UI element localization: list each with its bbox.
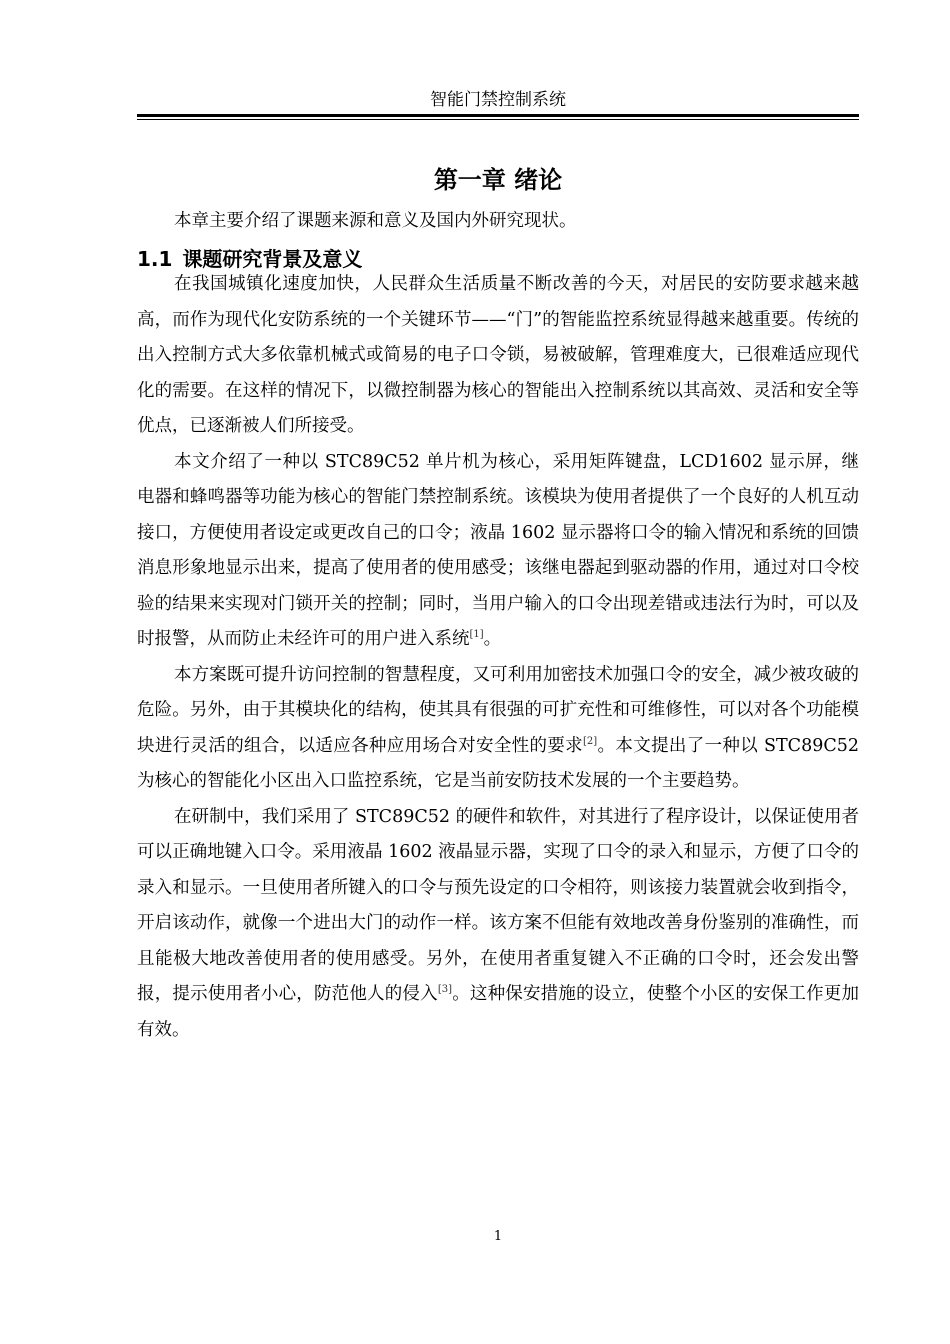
chapter-intro: 本章主要介绍了课题来源和意义及国内外研究现状。 [174, 211, 577, 231]
paragraph-2-text: 本文介绍了一种以 STC89C52 单片机为核心，采用矩阵键盘，LCD1602 显示屏，继电器和蜂鸣器等功能为核心的智能门禁控制系统。该模块为使用者提供了一个良好的人机互动接口，方便使用者设定或更改自己的口令；液晶 1602 显示器将口令的输入情况和系统的回馈消息形象地显示出来，提高了使用者的使用感受；该继电器起到驱动器的作用，通过对口令校验的结果来实现对门锁开关的控制；同时，当用户输入的口令出现差错或违法行为时，可以及时报警，从而防止未经许可的用户进入系统 [137, 451, 859, 649]
chapter-title: 第一章 绪论 [433, 166, 563, 194]
paragraph-3-tail: 。本文提出了一种以 STC89C52 为核心的智能化小区出入口监控系统，它是当前安防技术发展的一个主要趋势。 [137, 735, 859, 791]
section-number: 1.1 [137, 247, 173, 271]
citation-3: [3] [437, 984, 452, 995]
section-title: 课题研究背景及意义 [182, 247, 363, 271]
body-text [137, 267, 859, 1048]
page-number: 1 [493, 1229, 503, 1244]
citation-2: [2] [583, 735, 598, 747]
paragraph-3-text: 本方案既可提升访问控制的智慧程度，又可利用加密技术加强口令的安全，减少被攻破的危险。另外，由于其模块化的结构，使其具有很强的可扩充性和可维修性，可以对各个功能模块进行灵活的组合，以适应各种应用场合对安全性的要求 [137, 664, 859, 756]
citation-1: [1] [469, 629, 484, 640]
paragraph-3 [137, 658, 859, 800]
header-rule-thin [137, 119, 859, 120]
paragraph-4-text: 在研制中，我们采用了 STC89C52 的硬件和软件，对其进行了程序设计，以保证使用者可以正确地键入口令。采用液晶 1602 液晶显示器，实现了口令的录入和显示，方便了口令的录入和显示。一旦使用者所键入的口令与预先设定的口令相符，则该接力装置就会收到指令，开启该动作，就像一个进出大门的动作一样。该方案不但能有效地改善身份鉴别的准确性，而且能极大地改善使用者的使用感受。另外，在使用者重复键入不正确的口令时，还会发出警报，提示使用者小心，防范他人的侵入 [137, 806, 859, 1004]
paragraph-1: 在我国城镇化速度加快，人民群众生活质量不断改善的今天，对居民的安防要求越来越高，而作为现代化安防系统的一个关键环节——“门”的智能监控系统显得越来越重要。传统的出入控制方式大多依靠机械式或简易的电子口令锁，易被破解，管理难度大，已很难适应现代化的需要。在这样的情况下，以微控制器为核心的智能出入控制系统以其高效、灵活和安全等优点，已逐渐被人们所接受。 [137, 274, 859, 436]
paragraph-2-tail: 。 [483, 629, 502, 649]
paragraph-4-tail: 。这种保安措施的设立，使整个小区的安保工作更加有效。 [137, 984, 859, 1040]
running-header-title: 智能门禁控制系统 [430, 90, 566, 110]
paragraph-2 [137, 445, 859, 658]
paragraph-4 [137, 800, 859, 1049]
header-rule-thick [137, 114, 859, 117]
